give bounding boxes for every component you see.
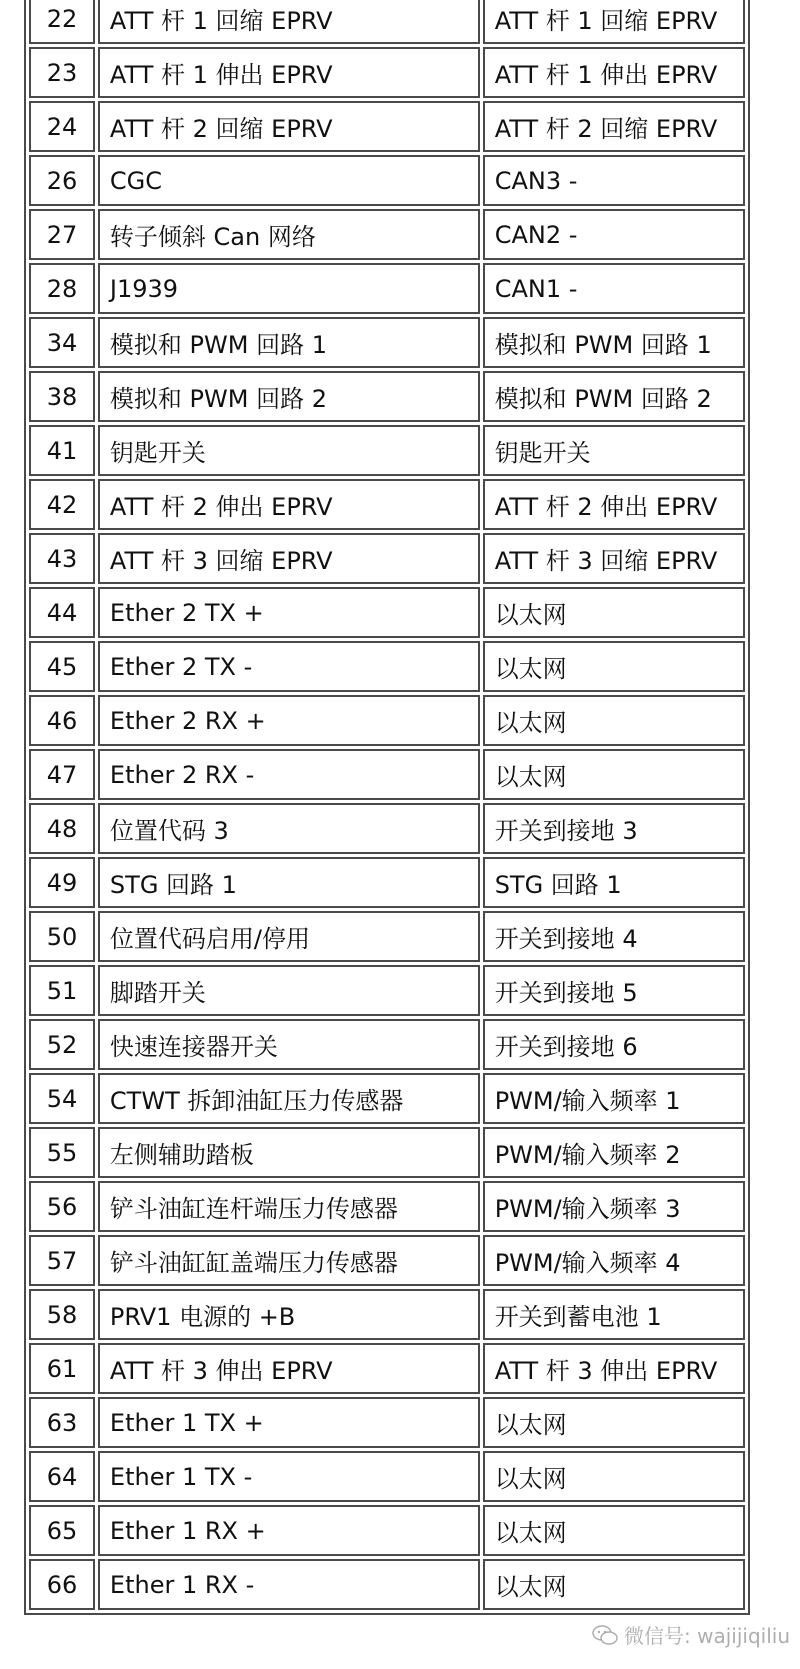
type-cell: 以太网 (483, 1397, 745, 1448)
type-cell: 开关到蓄电池 1 (483, 1289, 745, 1340)
type-cell: 开关到接地 3 (483, 803, 745, 854)
function-cell: Ether 2 RX + (98, 695, 480, 746)
function-cell: Ether 1 TX + (98, 1397, 480, 1448)
type-cell: 以太网 (483, 1451, 745, 1502)
table-row (29, 695, 745, 746)
pin-number-cell: 63 (29, 1397, 95, 1448)
table-row (29, 1505, 745, 1556)
function-cell: 模拟和 PWM 回路 1 (98, 317, 480, 368)
pin-table-body (29, 0, 745, 1610)
function-cell: 脚踏开关 (98, 965, 480, 1016)
pin-number-cell: 23 (29, 47, 95, 98)
pin-number-cell: 55 (29, 1127, 95, 1178)
type-cell: ATT 杆 2 伸出 EPRV (483, 479, 745, 530)
type-cell: ATT 杆 1 回缩 EPRV (483, 0, 745, 44)
function-cell: 铲斗油缸连杆端压力传感器 (98, 1181, 480, 1232)
pin-number-cell: 49 (29, 857, 95, 908)
type-cell: 以太网 (483, 695, 745, 746)
type-cell: 以太网 (483, 641, 745, 692)
pin-number-cell: 61 (29, 1343, 95, 1394)
table-row (29, 479, 745, 530)
table-row (29, 1559, 745, 1610)
table-row (29, 1289, 745, 1340)
pin-number-cell: 27 (29, 209, 95, 260)
table-row (29, 1235, 745, 1286)
type-cell: ATT 杆 3 回缩 EPRV (483, 533, 745, 584)
pin-number-cell: 57 (29, 1235, 95, 1286)
type-cell: 钥匙开关 (483, 425, 745, 476)
pin-number-cell: 50 (29, 911, 95, 962)
table-row (29, 803, 745, 854)
pin-table-container (24, 0, 750, 1615)
table-row (29, 371, 745, 422)
function-cell: Ether 2 TX + (98, 587, 480, 638)
table-row (29, 641, 745, 692)
pin-number-cell: 43 (29, 533, 95, 584)
function-cell: ATT 杆 2 伸出 EPRV (98, 479, 480, 530)
type-cell: 以太网 (483, 1505, 745, 1556)
function-cell: ATT 杆 2 回缩 EPRV (98, 101, 480, 152)
table-row (29, 965, 745, 1016)
table-row (29, 857, 745, 908)
type-cell: ATT 杆 3 伸出 EPRV (483, 1343, 745, 1394)
pin-table (24, 0, 750, 1615)
table-row (29, 1181, 745, 1232)
type-cell: CAN3 - (483, 155, 745, 206)
table-row (29, 101, 745, 152)
type-cell: 模拟和 PWM 回路 2 (483, 371, 745, 422)
function-cell: Ether 1 TX - (98, 1451, 480, 1502)
function-cell: Ether 1 RX + (98, 1505, 480, 1556)
pin-number-cell: 58 (29, 1289, 95, 1340)
table-row (29, 533, 745, 584)
pin-number-cell: 26 (29, 155, 95, 206)
function-cell: Ether 2 TX - (98, 641, 480, 692)
type-cell: 以太网 (483, 749, 745, 800)
function-cell: 位置代码启用/停用 (98, 911, 480, 962)
pin-number-cell: 44 (29, 587, 95, 638)
function-cell: 钥匙开关 (98, 425, 480, 476)
type-cell: PWM/输入频率 3 (483, 1181, 745, 1232)
function-cell: STG 回路 1 (98, 857, 480, 908)
function-cell: Ether 1 RX - (98, 1559, 480, 1610)
function-cell: ATT 杆 3 伸出 EPRV (98, 1343, 480, 1394)
type-cell: PWM/输入频率 4 (483, 1235, 745, 1286)
function-cell: 转子倾斜 Can 网络 (98, 209, 480, 260)
type-cell: PWM/输入频率 1 (483, 1073, 745, 1124)
pin-number-cell: 42 (29, 479, 95, 530)
pin-number-cell: 47 (29, 749, 95, 800)
table-row (29, 425, 745, 476)
type-cell: CAN1 - (483, 263, 745, 314)
watermark (592, 1620, 790, 1649)
type-cell: 开关到接地 6 (483, 1019, 745, 1070)
table-row (29, 47, 745, 98)
function-cell: 位置代码 3 (98, 803, 480, 854)
type-cell: 模拟和 PWM 回路 1 (483, 317, 745, 368)
table-row (29, 749, 745, 800)
function-cell: PRV1 电源的 +B (98, 1289, 480, 1340)
table-row (29, 587, 745, 638)
type-cell: 开关到接地 4 (483, 911, 745, 962)
pin-number-cell: 28 (29, 263, 95, 314)
pin-number-cell: 46 (29, 695, 95, 746)
table-row (29, 263, 745, 314)
type-cell: CAN2 - (483, 209, 745, 260)
pin-number-cell: 66 (29, 1559, 95, 1610)
function-cell: Ether 2 RX - (98, 749, 480, 800)
pin-number-cell: 54 (29, 1073, 95, 1124)
pin-number-cell: 45 (29, 641, 95, 692)
pin-number-cell: 34 (29, 317, 95, 368)
table-row (29, 1127, 745, 1178)
function-cell: 铲斗油缸缸盖端压力传感器 (98, 1235, 480, 1286)
pin-number-cell: 51 (29, 965, 95, 1016)
pin-number-cell: 64 (29, 1451, 95, 1502)
table-row (29, 1019, 745, 1070)
pin-number-cell: 65 (29, 1505, 95, 1556)
pin-number-cell: 48 (29, 803, 95, 854)
function-cell: CGC (98, 155, 480, 206)
table-row (29, 1073, 745, 1124)
pin-number-cell: 41 (29, 425, 95, 476)
pin-number-cell: 22 (29, 0, 95, 44)
type-cell: STG 回路 1 (483, 857, 745, 908)
function-cell: CTWT 拆卸油缸压力传感器 (98, 1073, 480, 1124)
table-row (29, 1451, 745, 1502)
watermark-text: 微信号: wajijiqiliu (624, 1624, 790, 1648)
pin-number-cell: 52 (29, 1019, 95, 1070)
function-cell: 快速连接器开关 (98, 1019, 480, 1070)
function-cell: 左侧辅助踏板 (98, 1127, 480, 1178)
function-cell: ATT 杆 3 回缩 EPRV (98, 533, 480, 584)
function-cell: J1939 (98, 263, 480, 314)
function-cell: ATT 杆 1 回缩 EPRV (98, 0, 480, 44)
table-row (29, 209, 745, 260)
wechat-icon (592, 1624, 618, 1646)
function-cell: 模拟和 PWM 回路 2 (98, 371, 480, 422)
function-cell: ATT 杆 1 伸出 EPRV (98, 47, 480, 98)
type-cell: ATT 杆 2 回缩 EPRV (483, 101, 745, 152)
pin-number-cell: 24 (29, 101, 95, 152)
table-row (29, 155, 745, 206)
table-row (29, 911, 745, 962)
type-cell: 以太网 (483, 587, 745, 638)
type-cell: 开关到接地 5 (483, 965, 745, 1016)
table-row (29, 1397, 745, 1448)
table-row (29, 1343, 745, 1394)
pin-number-cell: 38 (29, 371, 95, 422)
type-cell: PWM/输入频率 2 (483, 1127, 745, 1178)
type-cell: ATT 杆 1 伸出 EPRV (483, 47, 745, 98)
table-row (29, 317, 745, 368)
type-cell: 以太网 (483, 1559, 745, 1610)
table-row (29, 0, 745, 44)
pin-number-cell: 56 (29, 1181, 95, 1232)
